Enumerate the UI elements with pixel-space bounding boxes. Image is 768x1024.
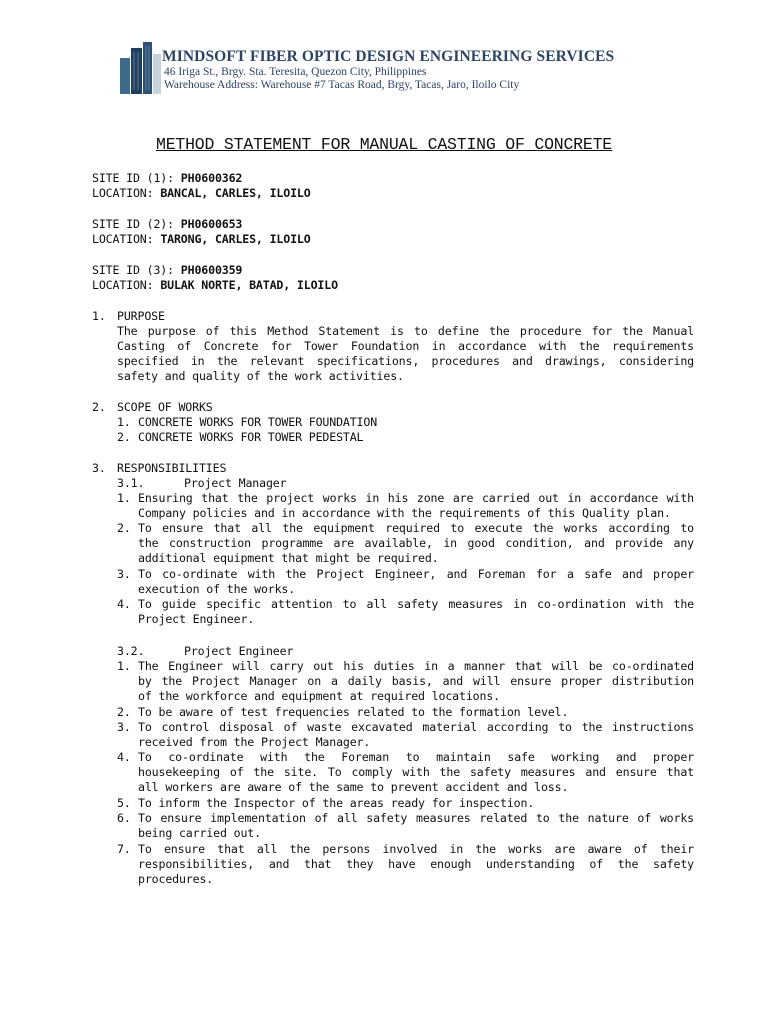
scope-item-number: 1. (117, 415, 131, 429)
list-item-line: housekeeping of the site. To comply with the safety measures and ensure that (138, 765, 694, 779)
purpose-line: specified in the relevant specifications, procedures and drawings, considering (117, 354, 694, 368)
list-item-number: 4. (117, 750, 131, 764)
scope-item: CONCRETE WORKS FOR TOWER PEDESTAL (138, 430, 364, 444)
site-id-1: SITE ID (1): PH0600362 (92, 171, 243, 185)
list-item-line: received from the Project Manager. (138, 735, 371, 749)
section-number-purpose: 1. (92, 309, 106, 323)
list-item-number: 2. (117, 705, 131, 719)
list-item-line: Project Engineer. (138, 612, 255, 626)
list-item-line: responsibilities, and that they have enough understanding of the safety (138, 857, 694, 871)
list-item-line: To inform the Inspector of the areas ready for inspection. (138, 796, 535, 810)
site-id-2: SITE ID (2): PH0600653 (92, 217, 243, 231)
list-item-line: To guide specific attention to all safety measures in co-ordination with the (138, 597, 694, 611)
list-item-number: 5. (117, 796, 131, 810)
document-title: METHOD STATEMENT FOR MANUAL CASTING OF CONCRETE (156, 135, 612, 154)
site-id-3: SITE ID (3): PH0600359 (92, 263, 243, 277)
purpose-line: Casting of Concrete for Tower Foundation in accordance with the requirements (117, 339, 694, 353)
list-item-line: To ensure implementation of all safety measures related to the nature of works (138, 811, 694, 825)
list-item-line: To ensure that all the persons involved in the works are aware of their (138, 842, 694, 856)
list-item-number: 2. (117, 521, 131, 535)
list-item-number: 1. (117, 491, 131, 505)
list-item-line: by the Project Manager on a daily basis, and will ensure proper distribution (138, 674, 694, 688)
subsection-number-pe: 3.2. (117, 644, 145, 658)
list-item-line: Ensuring that the project works in his zone are carried out in accordance with (138, 491, 694, 505)
subsection-heading-pe: Project Engineer (184, 644, 294, 658)
company-name: MINDSOFT FIBER OPTIC DESIGN ENGINEERING SERVICES (162, 48, 615, 65)
scope-item: CONCRETE WORKS FOR TOWER FOUNDATION (138, 415, 378, 429)
list-item-line: To be aware of test frequencies related to the formation level. (138, 705, 569, 719)
list-item-line: To co-ordinate with the Project Engineer, and Foreman for a safe and proper (138, 567, 694, 581)
list-item-number: 3. (117, 720, 131, 734)
section-number-responsibilities: 3. (92, 461, 106, 475)
location-2: LOCATION: TARONG, CARLES, ILOILO (92, 232, 311, 246)
location-3: LOCATION: BULAK NORTE, BATAD, ILOILO (92, 278, 338, 292)
company-address: 46 Iriga St., Brgy. Sta. Teresita, Quezon City, Philippines (164, 66, 427, 78)
list-item-number: 7. (117, 842, 131, 856)
list-item-line: To control disposal of waste excavated material according to the instructions (138, 720, 694, 734)
list-item-line: additional equipment that might be required. (138, 551, 439, 565)
purpose-line: safety and quality of the work activities. (117, 369, 404, 383)
warehouse-address: Warehouse Address: Warehouse #7 Tacas Road, Brgy, Tacas, Jaro, Iloilo City (164, 79, 520, 91)
list-item-number: 6. (117, 811, 131, 825)
scope-item-number: 2. (117, 430, 131, 444)
list-item-line: all workers are aware of the same to prevent accident and loss. (138, 780, 569, 794)
location-1: LOCATION: BANCAL, CARLES, ILOILO (92, 186, 311, 200)
purpose-line: The purpose of this Method Statement is to define the procedure for the Manual (117, 324, 694, 338)
list-item-line: To ensure that all the equipment required to execute the works according to (138, 521, 694, 535)
list-item-number: 3. (117, 567, 131, 581)
list-item-line: being carried out. (138, 826, 261, 840)
list-item-line: Company policies and in accordance with the requirements of this Quality plan. (138, 506, 671, 520)
list-item-line: the construction programme are available, in good condition, and provide any (138, 536, 694, 550)
section-heading-responsibilities: RESPONSIBILITIES (117, 461, 227, 475)
list-item-line: of the workforce and equipment at required locations. (138, 689, 500, 703)
section-heading-purpose: PURPOSE (117, 309, 165, 323)
section-heading-scope: SCOPE OF WORKS (117, 400, 213, 414)
subsection-heading-pm: Project Manager (184, 476, 287, 490)
list-item-number: 4. (117, 597, 131, 611)
list-item-line: execution of the works. (138, 582, 296, 596)
list-item-line: To co-ordinate with the Foreman to maintain safe working and proper (138, 750, 694, 764)
list-item-line: The Engineer will carry out his duties in a manner that will be co-ordinated (138, 659, 694, 673)
list-item-line: procedures. (138, 872, 214, 886)
section-number-scope: 2. (92, 400, 106, 414)
list-item-number: 1. (117, 659, 131, 673)
subsection-number-pm: 3.1. (117, 476, 145, 490)
